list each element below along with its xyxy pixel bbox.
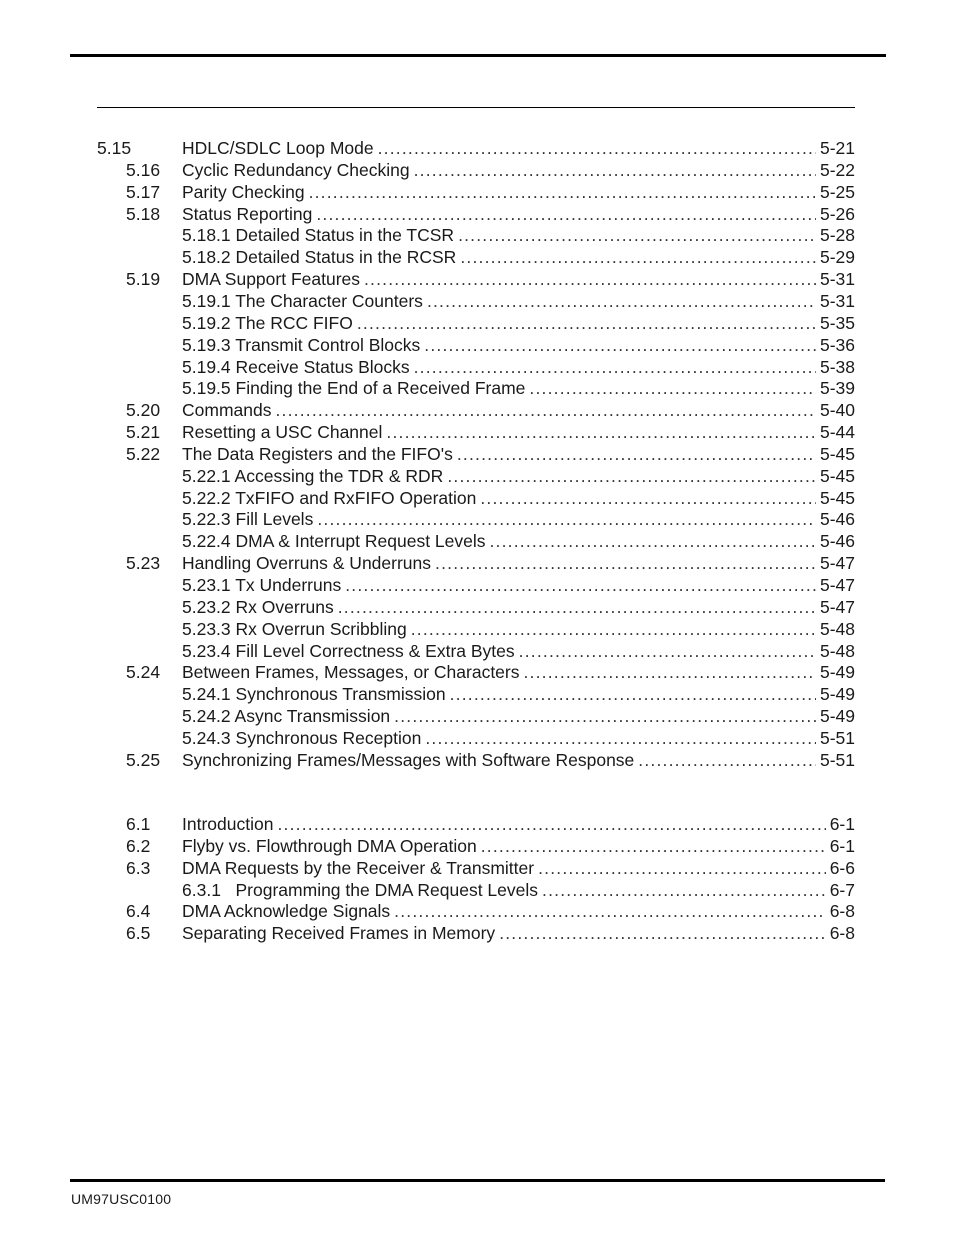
toc-entry-page: 5-46 [819,531,855,552]
bottom-rule [70,1179,885,1182]
toc-dot-leader [529,377,816,399]
toc-entry-number: 5.17 [126,181,161,202]
toc-entry-title: Synchronizing Frames/Messages with Software Response [182,749,635,770]
toc-dot-leader [524,661,816,683]
toc-entry-page: 6-6 [829,857,855,878]
toc-entry-number: 5.21 [126,422,161,443]
top-rule [70,54,886,57]
toc-entry-number: 6.5 [126,923,151,944]
toc-entry-title: DMA Support Features [182,269,360,290]
toc-entry[interactable] [0,552,954,574]
toc-dot-leader [460,246,816,268]
toc-entry-title: 5.23.4 Fill Level Correctness & Extra Bytes [182,640,515,661]
toc-dot-leader [519,640,816,662]
toc-dot-leader [499,922,826,944]
toc-entry-number: 5.24 [126,662,161,683]
toc-entry[interactable] [0,443,954,465]
toc-entry-page: 5-45 [819,443,855,464]
toc-entry-page: 5-48 [819,618,855,639]
toc-entry-page: 5-51 [819,749,855,770]
toc-entry-page: 5-29 [819,247,855,268]
toc-entry-title: 5.24.2 Async Transmission [182,706,391,727]
toc-entry[interactable] [0,705,954,727]
toc-entry-title: 5.23.3 Rx Overrun Scribbling [182,618,407,639]
toc-entry[interactable] [0,508,954,530]
toc-entry-title: Handling Overruns & Underruns [182,553,432,574]
toc-entry-title: 5.24.1 Synchronous Transmission [182,684,446,705]
toc-entry-page: 5-49 [819,706,855,727]
toc-entry[interactable] [0,618,954,640]
toc-dot-leader [542,879,826,901]
toc-entry-title: 5.22.2 TxFIFO and RxFIFO Operation [182,487,477,508]
toc-entry-number: 5.19 [126,269,161,290]
toc-entry[interactable] [0,159,954,181]
toc-dot-leader [457,443,816,465]
toc-entry[interactable] [0,487,954,509]
toc-entry-page: 5-45 [819,487,855,508]
toc-entry[interactable] [0,377,954,399]
toc-entry[interactable] [0,224,954,246]
toc-entry-page: 6-7 [829,879,855,900]
toc-entry-page: 5-25 [819,181,855,202]
toc-entry-title: 5.18.1 Detailed Status in the TCSR [182,225,455,246]
toc-dot-leader [316,203,816,225]
toc-entry-page: 6-8 [829,923,855,944]
toc-entry-page: 5-22 [819,159,855,180]
toc-entry-page: 5-38 [819,356,855,377]
toc-entry-number: 6.1 [126,814,151,834]
toc-entry-number: 5.23 [126,553,161,574]
toc-dot-leader [414,356,816,378]
toc-entry-title: 5.22.1 Accessing the TDR & RDR [182,465,444,486]
toc-entry-page: 5-46 [819,509,855,530]
toc-entry-title: Flyby vs. Flowthrough DMA Operation [182,835,477,856]
toc-entry[interactable] [0,683,954,705]
toc-entry[interactable] [0,137,954,159]
toc-entry-title: Between Frames, Messages, or Characters [182,662,520,683]
toc-dot-leader [394,705,816,727]
toc-entry-page: 6-8 [829,901,855,922]
toc-entry-title: 5.22.4 DMA & Interrupt Request Levels [182,531,486,552]
toc-entry[interactable] [0,356,954,378]
toc-entry[interactable] [0,290,954,312]
toc-entry-number: 5.18 [126,203,161,224]
toc-entry[interactable] [0,640,954,662]
toc-dot-leader [490,530,816,552]
toc-entry-title: Status Reporting [182,203,313,224]
toc-dot-leader [450,683,816,705]
toc-entry[interactable] [0,421,954,443]
toc-dot-leader [447,465,816,487]
toc-entry-page: 5-31 [819,269,855,290]
toc-entry[interactable] [0,181,954,203]
toc-entry[interactable] [0,465,954,487]
toc-dot-leader [435,552,816,574]
toc-entry-title: 5.22.3 Fill Levels [182,509,314,530]
toc-entry-page: 5-48 [819,640,855,661]
toc-entry[interactable] [0,835,954,857]
toc-entry-page: 5-31 [819,290,855,311]
toc-entry-page: 5-26 [819,203,855,224]
toc-entry-number: 6.2 [126,835,151,856]
toc-entry-title: The Data Registers and the FIFO's [182,443,453,464]
toc-entry-page: 5-36 [819,334,855,355]
header-rule [97,107,855,108]
toc-entry-page: 6-1 [829,814,855,834]
toc-entry[interactable] [0,749,954,771]
toc-entry-page: 5-40 [819,400,855,421]
toc-entry[interactable] [0,399,954,421]
toc-entry-number: 5.25 [126,749,161,770]
toc-entry-title: 5.19.2 The RCC FIFO [182,312,353,333]
toc-entry-page: 5-49 [819,662,855,683]
toc-dot-leader [357,312,816,334]
toc-entry-number: 5.22 [126,443,161,464]
toc-entry-page: 5-39 [819,378,855,399]
toc-dot-leader [427,290,816,312]
toc-dot-leader [317,508,816,530]
toc-entry[interactable] [0,879,954,901]
toc-dot-leader [277,813,825,835]
toc-dot-leader [411,618,816,640]
toc-entry-title: Separating Received Frames in Memory [182,923,496,944]
toc-dot-leader [424,334,816,356]
toc-entry-page: 5-44 [819,422,855,443]
toc-entry-page: 5-51 [819,727,855,748]
footer-doc-id: UM97USC0100 [71,1191,172,1207]
toc-entry[interactable] [0,661,954,683]
toc-entry-title: Cyclic Redundancy Checking [182,159,410,180]
toc-entry-page: 5-21 [819,138,855,158]
toc-entry-title: DMA Acknowledge Signals [182,901,391,922]
toc-entry[interactable] [0,727,954,749]
toc-entry[interactable] [0,268,954,290]
toc-entry[interactable] [0,813,954,835]
toc-entry-title: 5.19.4 Receive Status Blocks [182,356,410,377]
toc-dot-leader [480,487,816,509]
toc-entry-page: 5-45 [819,465,855,486]
toc-entry-title: Resetting a USC Channel [182,422,383,443]
toc-entry-page: 5-47 [819,596,855,617]
toc-entry-page: 5-35 [819,312,855,333]
toc-entry-title: HDLC/SDLC Loop Mode [182,138,374,158]
toc-entry-page: 5-47 [819,553,855,574]
toc-entry-title: 5.23.1 Tx Underruns [182,575,342,595]
toc-entry-number: 6.3 [126,857,151,878]
toc-entry[interactable] [0,900,954,922]
toc-entry-title: Parity Checking [182,181,305,202]
toc-dot-leader [394,900,826,922]
toc-dot-leader [538,857,826,879]
toc-entry-title: 5.19.3 Transmit Control Blocks [182,334,421,355]
toc-entry-page: 6-1 [829,835,855,856]
toc-entry-number: 5.20 [126,400,161,421]
toc-dot-leader [638,749,816,771]
toc-entry-page: 5-49 [819,684,855,705]
toc-entry-title: 5.23.2 Rx Overruns [182,596,334,617]
toc-entry[interactable] [0,596,954,618]
toc-entry[interactable] [0,922,954,944]
toc-dot-leader [309,181,816,203]
toc-entry[interactable] [0,246,954,268]
toc-dot-leader [378,137,816,159]
toc-dot-leader [414,159,816,181]
toc-entry[interactable] [0,312,954,334]
toc-dot-leader [345,574,816,596]
toc-entry-title: Introduction [182,814,274,834]
toc-entry-page: 5-28 [819,225,855,246]
toc-dot-leader [364,268,816,290]
toc-entry-number: 6.4 [126,901,151,922]
toc-entry-page: 5-47 [819,575,855,595]
toc-dot-leader [338,596,816,618]
toc-dot-leader [458,224,816,246]
toc-entry-title: 5.19.5 Finding the End of a Received Frame [182,378,526,399]
toc-dot-leader [481,835,826,857]
toc-entry[interactable] [0,574,954,596]
toc-entry-title: 5.19.1 The Character Counters [182,290,423,311]
toc-entry[interactable] [0,334,954,356]
toc-entry[interactable] [0,530,954,552]
toc-entry-title: DMA Requests by the Receiver & Transmitter [182,857,535,878]
toc-entry-number: 5.16 [126,159,161,180]
toc-entry-number: 5.15 [97,138,132,158]
toc-entry-title: 5.18.2 Detailed Status in the RCSR [182,247,457,268]
toc-entry-title: Commands [182,400,272,421]
toc-entry[interactable] [0,857,954,879]
toc-entry-title: 6.3.1 Programming the DMA Request Levels [182,879,539,900]
toc-entry-title: 5.24.3 Synchronous Reception [182,727,422,748]
toc-dot-leader [386,421,816,443]
toc-dot-leader [275,399,815,421]
toc-dot-leader [425,727,816,749]
toc-entry[interactable] [0,203,954,225]
